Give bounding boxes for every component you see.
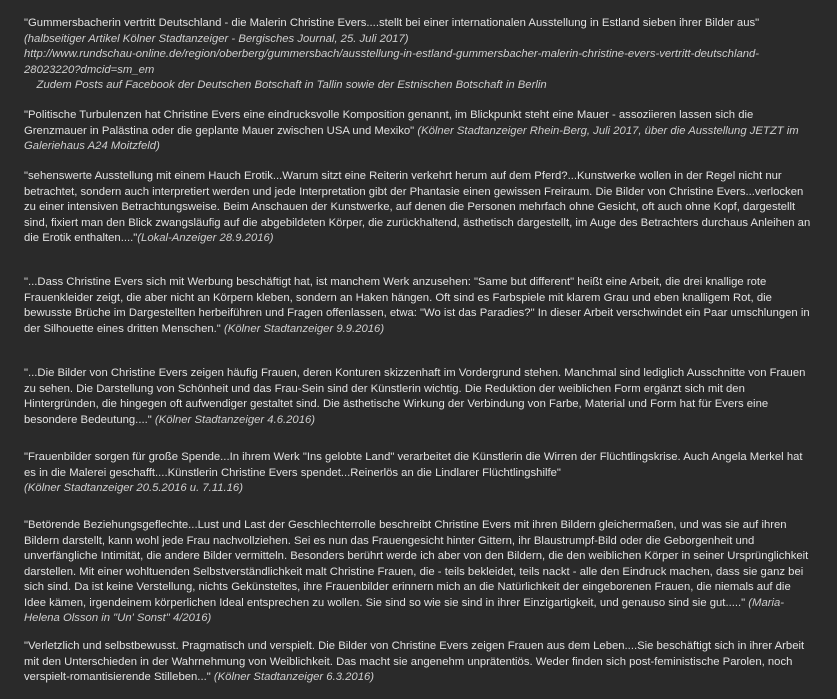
quote-text: "Betörende Beziehungsgeflechte...Lust und Last der Geschlechterrolle beschreibt Christine Evers mit ihren Bildern gleichermaßen, und was sie auf ihren Bildern darstellt, kann wohl jede Frau nachvollziehen. Sei es nun das Frauengesicht hinter Gittern, ihr Blaustrumpf-Bild oder die Geborgenheit und unverfängliche Intimität, die andere Bilder vermitteln. Besonders berührt werde ich aber von den Bildern, die den weiblichen Körper in seiner Ursprünglichkeit darstellen. Mit einer wohltuenden Selbstverständlichkeit malt Christine Frauen, die - teils bekleidet, teils nackt - alle den Eindruck machen, dass sie ganz bei sich sind. Da ist keine Verstellung, nichts Gekünsteltes, ihre Frauenbilder erinnern mich an die Natürlichkeit der eingeborenen Frauen, die niemals auf die Idee kämen, irgendeinem körperlichen Ideal entsprechen zu wollen. Sie sind so wie sie sind in ihrer Einzigartigkeit, und genauso sind sie gut.....": [24, 519, 809, 609]
quote-source: (Kölner Stadtanzeiger 20.5.2016 u. 7.11.16): [24, 482, 243, 494]
quote-note: Zudem Posts auf Facebook der Deutschen Botschaft in Tallin sowie der Estnischen Botschaft in Berlin: [24, 79, 547, 91]
quote-source: (Kölner Stadtanzeiger 4.6.2016): [154, 413, 316, 426]
press-quote-7: [24, 518, 814, 627]
quote-text: "sehenswerte Ausstellung mit einem Hauch Erotik...Warum sitzt eine Reiterin verkehrt herum auf dem Pferd?...Kunstwerke wollen in der Regel nicht nur betrachtet, sondern auch interpretiert werden und jede Interpretation gibt der Phantasie einen gewissen Freiraum. Die Bilder von Christine Evers...verlocken zu einer intensiven Betrachtungsweise. Beim Anschauen der Kunstwerke, auf denen die Personen mehrfach ohne Gesicht, oft auch ohne Kopf, dargestellt sind, fixiert man den Blick zwangsläufig auf die abgebildeten Körper, die zurückhaltend, ästhetisch dargestellt, im Auge des Betrachters durchaus Anleihen an die Erotik enthalten....": [24, 170, 811, 244]
press-quote-5: [24, 366, 814, 428]
quote-source: (halbseitiger Artikel Kölner Stadtanzeiger - Bergisches Journal, 25. Juli 2017): [24, 32, 409, 45]
quote-text: "Frauenbilder sorgen für große Spende...In ihrem Werk "Ins gelobte Land" verarbeitet die Künstlerin die Wirren der Flüchtlingskrise. Auch Angela Merkel hat es in die Malerei geschafft....Künstlerin Christine Evers spendet...Reinerlös an die Lindlarer Flüchtlingshilfe": [24, 451, 803, 479]
press-quote-4: [24, 275, 814, 337]
press-quote-6: [24, 450, 814, 497]
press-quote-2: [24, 108, 814, 155]
quote-source: (Lokal-Anzeiger 28.9.2016): [137, 232, 274, 244]
press-quote-1: [24, 16, 814, 94]
quote-source: (Kölner Stadtanzeiger Rhein-Berg, Juli 2017, über die Ausstellung JETZT im Galeriehaus A24 Moitzfeld): [24, 124, 799, 152]
quote-text: "Gummersbacherin vertritt Deutschland - die Malerin Christine Evers....stellt bei einer internationalen Ausstellung in Estland sieben ihrer Bilder aus": [24, 17, 760, 29]
quote-text: "...Die Bilder von Christine Evers zeigen häufig Frauen, deren Konturen skizzenhaft im Vordergrund stehen. Manchmal sind lediglich Ausschnitte von Frauen zu sehen. Die Darstellung von Schönheit und das Frau-Sein sind der Künstlerin wichtig. Die Reduktion der weiblichen Form ergänzt sich mit den Hintergründen, die hingegen oft aufwendiger gestaltet sind. Die ästhetische Wirkung der Verbindung von Farbe, Material und Form hat für Evers eine besondere Bedeutung....": [24, 367, 806, 426]
article-link[interactable]: http://www.rundschau-online.de/region/oberberg/gummersbach/ausstellung-in-estland-gummersbacher-malerin-christine-evers-vertritt-deutschland-28023220?dmcid=sm_em: [24, 48, 760, 76]
quote-text: "...Dass Christine Evers sich mit Werbung beschäftigt hat, ist manchem Werk anzusehen: "Same but different" heißt eine Arbeit, die drei knallige rote Frauenkleider zeigt, die aber nicht an Körpern kleben, sondern an Haken hängen. Oft sind es Farbspiele mit klarem Grau und eben knalligem Rot, die bewusste Brüche im Dargestellten herbeiführen und Fragen offenlassen, etwa: "Wo ist das Paradies?" In dieser Arbeit verschwindet ein Paar umschlungen in der Silhouette eines dritten Menschen.": [24, 276, 810, 335]
quote-text: "Verletzlich und selbstbewusst. Pragmatisch und verspielt. Die Bilder von Christine Evers zeigen Frauen aus dem Leben....Sie beschäftigt sich in ihrer Arbeit mit den Unterschieden in der Wahrnehmung von Weiblichkeit. Das macht sie angenehm unprätentiös. Weder finden sich post-feministische Parolen, noch verspielt-romantisierende Stilleben...": [24, 640, 805, 683]
press-quote-3: [24, 169, 814, 247]
quote-source: (Maria-Helena Olsson in "Un' Sonst" 4/2016): [24, 596, 785, 624]
quote-source: (Kölner Stadtanzeiger 6.3.2016): [213, 671, 375, 683]
quote-text: "Politische Turbulenzen hat Christine Evers eine eindrucksvolle Komposition genannt, im Blickpunkt steht eine Mauer - assoziieren lassen sich die Grenzmauer in Palästina oder die geplante Mauer zwischen USA und Mexiko": [24, 109, 754, 137]
press-quote-8: [24, 639, 814, 686]
quote-source: (Kölner Stadtanzeiger 9.9.2016): [223, 322, 385, 335]
